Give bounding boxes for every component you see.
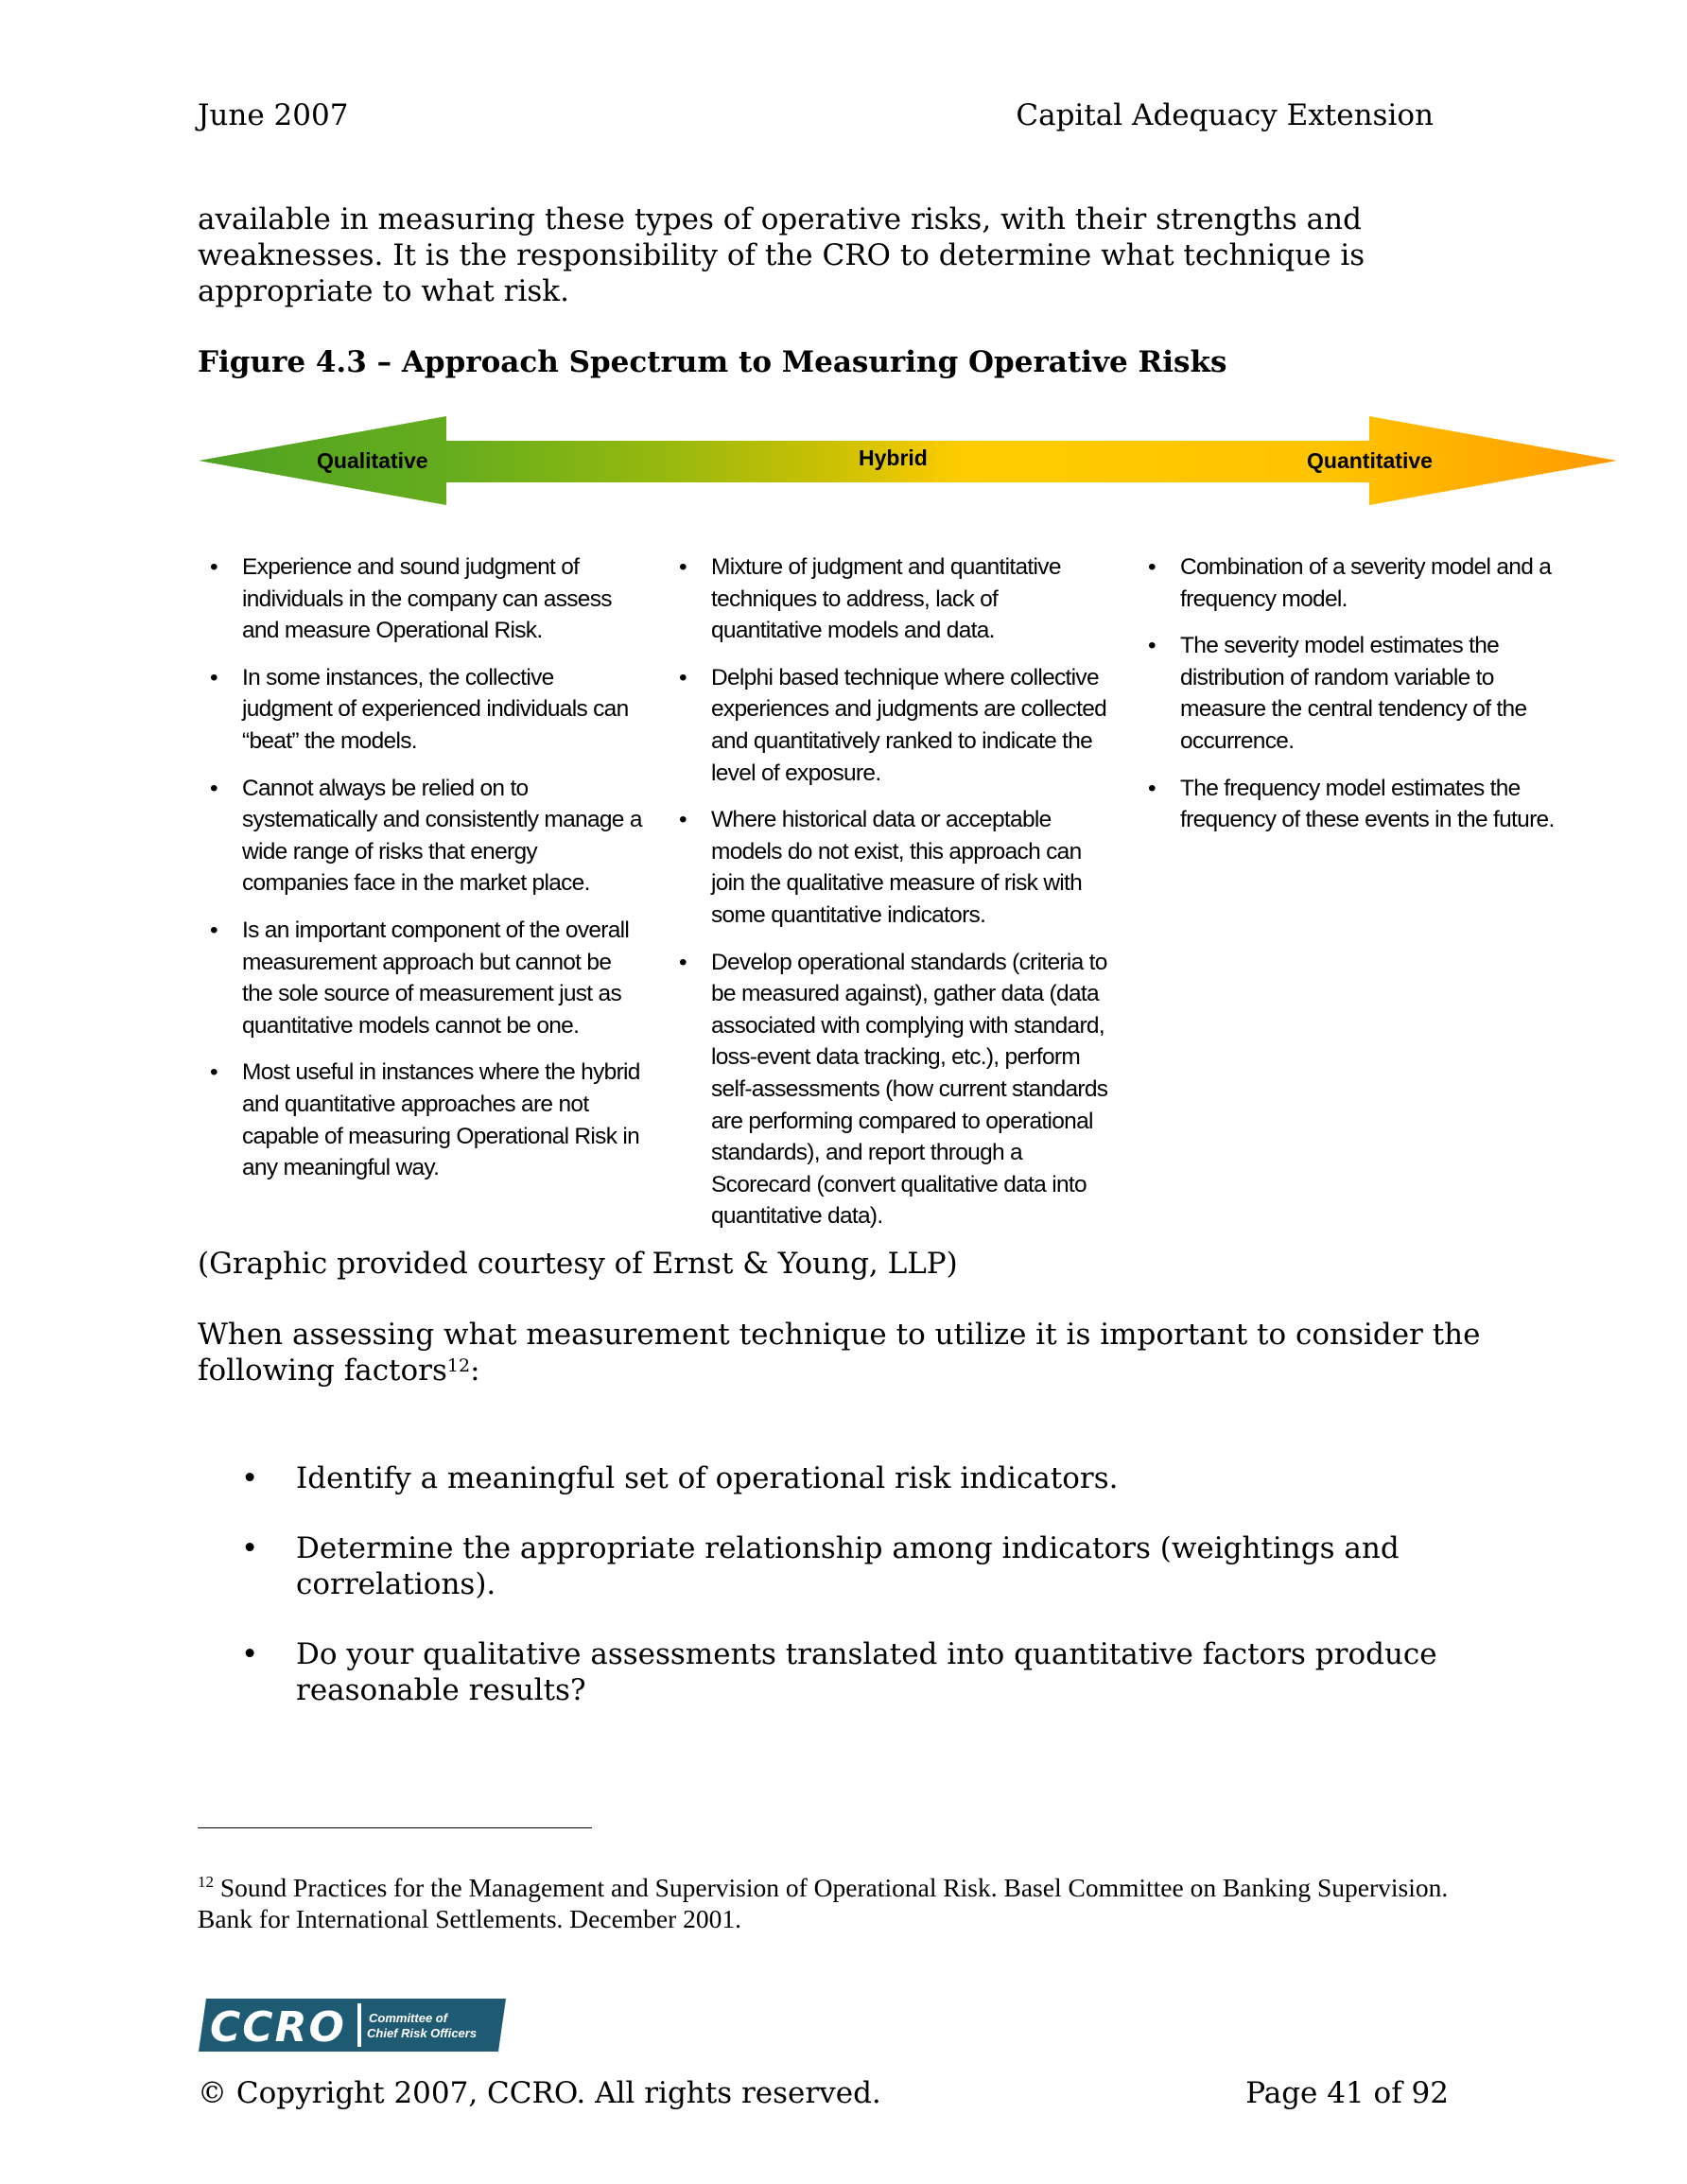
arrow-label-hybrid: Hybrid [859,446,928,470]
assessing-paragraph [198,1317,1484,1389]
factor-item: • Do your qualitative assessments translated into quantitative factors produce reasonable results? [198,1636,1484,1708]
assessing-text: When assessing what measurement technique to utilize it is important to consider the following factors [198,1318,1481,1388]
logo-acronym: CCRO [210,2003,346,2052]
arrow-label-qualitative: Qualitative [317,448,428,473]
footnote [198,1872,1465,1934]
footnote-divider [198,1827,592,1828]
figure-courtesy: (Graphic provided courtesy of Ernst & Young, LLP) [198,1247,958,1281]
column-qualitative [199,551,643,1199]
column-hybrid [668,551,1112,1248]
quantitative-bullet: • The severity model estimates the distribution of random variable to measure the central tendency of the occurrence. [1137,630,1581,757]
footnote-number: 12 [198,1873,214,1891]
quantitative-bullet: • The frequency model estimates the frequency of these events in the future. [1137,773,1581,836]
hybrid-bullet: • Where historical data or acceptable models do not exist, this approach can join the qualitative measure of risk with some quantitative indicators. [668,804,1112,931]
figure-title: Figure 4.3 – Approach Spectrum to Measuring Operative Risks [198,345,1227,379]
hybrid-bullet: • Delphi based technique where collective experiences and judgments are collected and quantitatively ranked to indicate the level of exposure. [668,662,1112,789]
hybrid-bullet: • Develop operational standards (criteria to be measured against), gather data (data associated with complying with standard, loss-event data tracking, etc.), perform self-assessments (how current standards are performing compared to operational standards), and report through a Scorecard (convert qualitative data into quantitative data). [668,947,1112,1232]
hybrid-bullet: • Mixture of judgment and quantitative techniques to address, lack of quantitative models and data. [668,551,1112,647]
spectrum-arrow [199,409,1617,513]
quantitative-bullet: • Combination of a severity model and a frequency model. [1137,551,1581,615]
factor-item: • Identify a meaningful set of operational risk indicators. [198,1460,1484,1496]
ccro-logo [199,1999,506,2052]
qualitative-bullet: • Experience and sound judgment of individuals in the company can assess and measure Operational Risk. [199,551,643,647]
footer-page-number: Page 41 of 92 [1245,2076,1449,2110]
logo-line-1: Committee of [369,2011,448,2025]
qualitative-bullet: • Most useful in instances where the hybrid and quantitative approaches are not capable of measuring Operational Risk in any meaningful way. [199,1057,643,1183]
factors-list [198,1460,1484,1742]
qualitative-bullet: • In some instances, the collective judgment of experienced individuals can “beat” the models. [199,662,643,758]
qualitative-bullet: • Is an important component of the overall measurement approach but cannot be the sole source of measurement just as quantitative models cannot be one. [199,915,643,1041]
header-date: June 2007 [198,98,349,132]
header-title: Capital Adequacy Extension [1016,98,1434,132]
arrow-label-quantitative: Quantitative [1307,448,1433,473]
column-quantitative [1137,551,1581,851]
qualitative-bullet: • Cannot always be relied on to systematically and consistently manage a wide range of risks that energy companies face in the market place. [199,773,643,900]
assessing-suffix: : [470,1354,480,1388]
footnote-text: Sound Practices for the Management and Supervision of Operational Risk. Basel Committee on Banking Supervision. Bank for International Settlements. December 2001. [198,1873,1449,1933]
footnote-reference[interactable]: 12 [446,1355,471,1376]
footer-copyright: © Copyright 2007, CCRO. All rights reserved. [198,2076,881,2110]
intro-paragraph: available in measuring these types of operative risks, with their strengths and weaknesses. It is the responsibility of the CRO to determine what technique is appropriate to what risk. [198,202,1365,308]
logo-line-2: Chief Risk Officers [367,2026,478,2040]
factor-item: • Determine the appropriate relationship among indicators (weightings and correlations). [198,1530,1484,1602]
